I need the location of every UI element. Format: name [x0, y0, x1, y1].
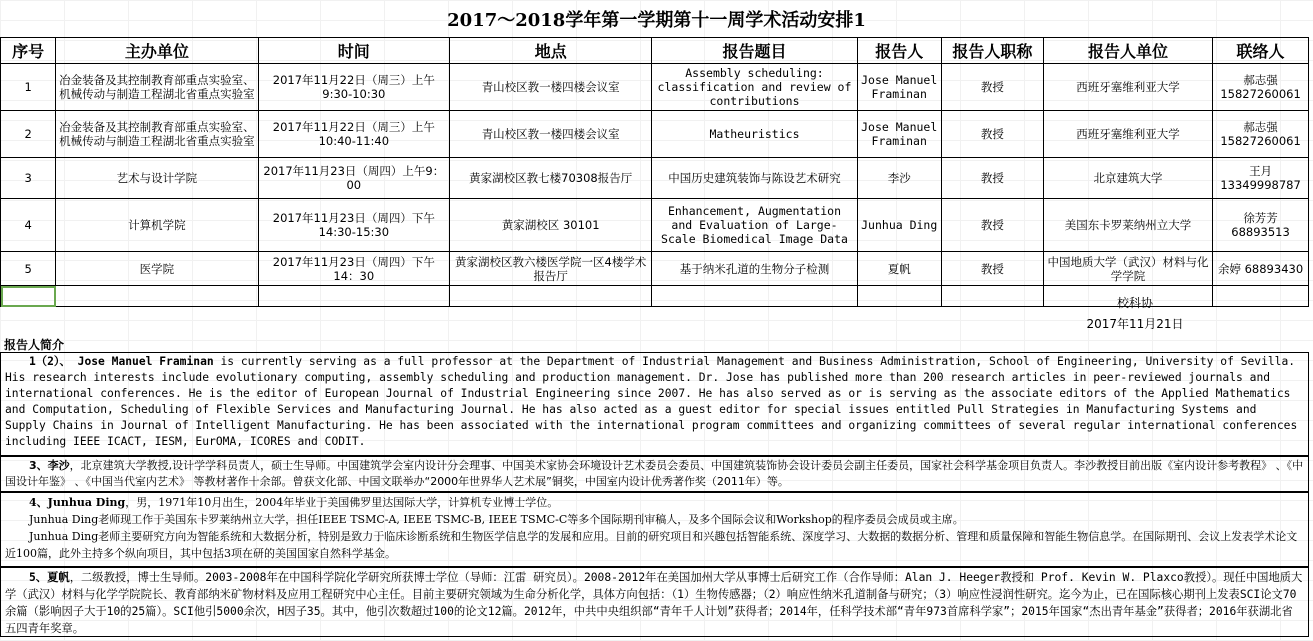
bio-name: 1（2）、 Jose Manuel Framinan [29, 355, 214, 368]
cell-no[interactable]: 5 [1, 252, 56, 286]
cell-speaker[interactable]: Jose Manuel Framinan [857, 111, 941, 158]
bio-framinan[interactable] [0, 352, 1309, 456]
empty-cell[interactable] [652, 286, 857, 307]
bio-name: 3、李沙 [29, 459, 70, 472]
header-contact[interactable]: 联络人 [1213, 38, 1309, 64]
header-row [1, 38, 1309, 64]
table-row [1, 158, 1309, 199]
bio-xiafan[interactable] [0, 567, 1309, 637]
table-row [1, 252, 1309, 286]
cell-place[interactable]: 青山校区教一楼四楼会议室 [450, 64, 652, 111]
cell-rank[interactable]: 教授 [941, 64, 1043, 111]
cell-org[interactable]: 西班牙塞维利亚大学 [1043, 64, 1212, 111]
cell-rank[interactable]: 教授 [941, 111, 1043, 158]
cell-place[interactable]: 黄家湖校区教七楼70308报告厅 [450, 158, 652, 199]
empty-cell[interactable] [450, 286, 652, 307]
cell-topic[interactable]: 中国历史建筑装饰与陈设艺术研究 [652, 158, 857, 199]
cell-time[interactable]: 2017年11月23日（周四）下午14：30 [258, 252, 450, 286]
bio-text: ，男，1971年10月出生，2004年毕业于美国佛罗里达国际大学，计算机专业博士学位。 [125, 496, 559, 509]
cell-topic[interactable]: Matheuristics [652, 111, 857, 158]
empty-cell[interactable] [56, 286, 258, 307]
cell-time[interactable]: 2017年11月23日（周四）下午14:30-15:30 [258, 199, 450, 252]
cell-contact[interactable]: 王月 13349998787 [1213, 158, 1309, 199]
cell-time[interactable]: 2017年11月23日（周四）上午9：00 [258, 158, 450, 199]
empty-cell[interactable] [1213, 286, 1309, 307]
empty-cell[interactable] [258, 286, 450, 307]
empty-cell[interactable] [941, 286, 1043, 307]
cell-host[interactable]: 医学院 [56, 252, 258, 286]
cell-topic[interactable]: 基于纳米孔道的生物分子检测 [652, 252, 857, 286]
selected-cell[interactable] [1, 286, 56, 307]
cell-no[interactable]: 4 [1, 199, 56, 252]
cell-speaker[interactable]: 李沙 [857, 158, 941, 199]
bio-junhua-ding[interactable] [0, 492, 1309, 567]
cell-rank[interactable]: 教授 [941, 158, 1043, 199]
header-host[interactable]: 主办单位 [56, 38, 258, 64]
header-topic[interactable]: 报告题目 [652, 38, 857, 64]
bio-lisha[interactable] [0, 456, 1309, 492]
schedule-table [0, 37, 1309, 307]
cell-rank[interactable]: 教授 [941, 199, 1043, 252]
cell-host[interactable]: 艺术与设计学院 [56, 158, 258, 199]
cell-host[interactable]: 冶金装备及其控制教育部重点实验室、机械传动与制造工程湖北省重点实验室 [56, 111, 258, 158]
cell-place[interactable]: 黄家湖校区 30101 [450, 199, 652, 252]
header-org[interactable]: 报告人单位 [1043, 38, 1212, 64]
cell-rank[interactable]: 教授 [941, 252, 1043, 286]
cell-org[interactable]: 中国地质大学（武汉）材料与化学学院 [1043, 252, 1212, 286]
cell-speaker[interactable]: Jose Manuel Framinan [857, 64, 941, 111]
bio-paragraph: Junhua Ding老师现工作于美国东卡罗莱纳州立大学，担任IEEE TSMC-A, IEEE TSMC-B, IEEE TSMC-C等多个国际期刊审稿人，及多个国际会议和Workshop的程序委员会成员或主席。 [29, 513, 964, 526]
bio-text: ，二级教授，博士生导师。2003-2008年在中国科学院化学研究所获博士学位（导师：江雷 研究员）。2008-2012年在美国加州大学从事博士后研究工作（合作导师：Alan J. Heeger教授和 Prof. Kevin W. Plaxco教授）。现任中国地质大学（武汉）材料与化学学院院长、教育部纳米矿物材料及应用工程研究中心主任。目前主要研究领域为生命分析化学，具体方向包括：（1）生物传感器；（2）响应性纳米孔道制备与研究；（3）响应性浸润性研究。迄今为止，已在国际核心期刊上发表SCI论文70余篇（影响因子大于10的25篇）。SCI他引5000余次，H因子35。其中，他引次数超过100的论文12篇。2012年，中共中央组织部“青年千人计划”获得者；2014年，任科学技术部“青年973首席科学家”；2015年国家“杰出青年基金”获得者；2016年获湖北省五四青年奖章。 [5, 571, 1303, 635]
cell-no[interactable]: 2 [1, 111, 56, 158]
signature-org[interactable]: 校科协 [1116, 296, 1153, 310]
cell-contact[interactable]: 余婷 68893430 [1213, 252, 1309, 286]
cell-topic[interactable]: Enhancement, Augmentation and Evaluation of Large-Scale Biomedical Image Data [652, 199, 857, 252]
header-place[interactable]: 地点 [450, 38, 652, 64]
header-no[interactable]: 序号 [1, 38, 56, 64]
bio-text: ，北京建筑大学教授,设计学学科员责人，硕士生导师。中国建筑学会室内设计分会理事、中国美术家协会环境设计艺术委员会委员、中国建筑装饰协会设计委员会副主任委员，国家社会科学基金项目负责人。李沙教授目前出版《室内设计参考教程》 、《中国设计年鉴》 、《中国当代室内艺术》 等教材著作十余部。曾获文化部、中国文联举办“2000年世界华人艺术展”铜奖，中国室内设计优秀著作奖（2011年）等。 [5, 459, 1304, 488]
cell-speaker[interactable]: 夏帆 [857, 252, 941, 286]
cell-no[interactable]: 1 [1, 64, 56, 111]
bio-paragraph: Junhua Ding老师主要研究方向为智能系统和大数据分析，特别是致力于临床诊断系统和生物医学信息学的发展和应用。目前的研究项目和兴趣包括智能系统、深度学习、大数据的数据分析、管理和质量保障和智能生物信息学。在国际期刊、会议上发表学术论文近100篇，此外主持多个纵向项目，其中包括3项在研的美国国家自然科学基金。 [5, 530, 1298, 560]
cell-host[interactable]: 冶金装备及其控制教育部重点实验室、机械传动与制造工程湖北省重点实验室 [56, 64, 258, 111]
cell-place[interactable]: 黄家湖校区教六楼医学院一区4楼学术报告厅 [450, 252, 652, 286]
header-speaker[interactable]: 报告人 [857, 38, 941, 64]
table-row [1, 199, 1309, 252]
cell-host[interactable]: 计算机学院 [56, 199, 258, 252]
bio-heading[interactable]: 报告人简介 [4, 338, 65, 352]
cell-org[interactable]: 美国东卡罗莱纳州立大学 [1043, 199, 1212, 252]
cell-speaker[interactable]: Junhua Ding [857, 199, 941, 252]
cell-place[interactable]: 青山校区教一楼四楼会议室 [450, 111, 652, 158]
cell-contact[interactable]: 郝志强 15827260061 [1213, 111, 1309, 158]
signature-date[interactable]: 2017年11月21日 [1086, 317, 1184, 331]
cell-org[interactable]: 北京建筑大学 [1043, 158, 1212, 199]
table-row [1, 111, 1309, 158]
cell-time[interactable]: 2017年11月22日（周三）上午9:30-10:30 [258, 64, 450, 111]
table-row [1, 64, 1309, 111]
cell-contact[interactable]: 徐芳芳 68893513 [1213, 199, 1309, 252]
bio-paragraph [5, 494, 1304, 511]
cell-time[interactable]: 2017年11月22日（周三）上午10:40-11:40 [258, 111, 450, 158]
sheet-title[interactable]: 2017～2018学年第一学期第十一周学术活动安排1 [447, 9, 866, 31]
cell-no[interactable]: 3 [1, 158, 56, 199]
bio-name: 5、夏帆 [29, 571, 70, 584]
header-rank[interactable]: 报告人职称 [941, 38, 1043, 64]
header-time[interactable]: 时间 [258, 38, 450, 64]
cell-org[interactable]: 西班牙塞维利亚大学 [1043, 111, 1212, 158]
empty-cell[interactable] [857, 286, 941, 307]
bio-text: is currently serving as a full professor at the Department of Industrial Management and Business Administration, School of Engineering, University of Sevilla. His research interests include evolutionary computing, assembly scheduling and production management. Dr. Jose has published more than 200 research articles in peer-reviewed journals and international conferences. He is the editor of European Journal of Industrial Engineering since 2007. He has also served as or is serving as the associate editors of the Applied Mathematics and Computation, Scheduling of Flexible Services and Manufacturing Journal. He has also acted as a guest editor for special issues entitled Pull Strategies in Manufacturing Systems and Supply Chains in Journal of Intelligent Manufacturing. He has been associated with the international program committees and organizing committees of several regular international conferences including IEEE ICACT, IESM, EurOMA, ICORES and CODIT. [5, 355, 1298, 448]
bio-name: 4、Junhua Ding [29, 496, 126, 509]
cell-topic[interactable]: Assembly scheduling: classification and review of contributions [652, 64, 857, 111]
cell-contact[interactable]: 郝志强 15827260061 [1213, 64, 1309, 111]
